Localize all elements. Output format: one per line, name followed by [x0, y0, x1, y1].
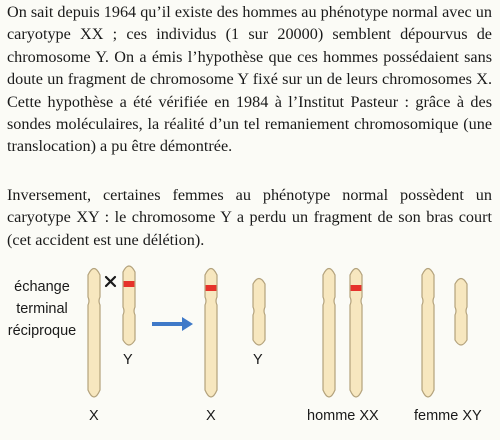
- label-x-translocated: X: [206, 408, 216, 424]
- second-paragraph: Inversement, certaines femmes au phénotype normal possèdent un caryotype XY : le chromosome Y a perdu un fragment de son bras court (cet accident est une délétion).: [7, 186, 492, 249]
- chromosome-y-truncated: [253, 279, 265, 346]
- label-femme-xy: femme XY: [414, 408, 482, 424]
- sry-band-xx-second: [351, 285, 362, 291]
- sry-band-x-translocated: [206, 285, 217, 291]
- chromosome-x-left: [88, 269, 100, 398]
- label-y-truncated: Y: [253, 352, 263, 368]
- label-y-left: Y: [123, 352, 133, 368]
- chromosome-y-left: [123, 266, 135, 345]
- chromosome-xy-x: [422, 269, 434, 398]
- label-homme-xx: homme XX: [307, 408, 379, 424]
- label-x-left: X: [89, 408, 99, 424]
- chromosome-figure: [0, 255, 500, 440]
- sry-band-y-left: [124, 281, 135, 287]
- chromosome-xx-first: [323, 269, 335, 398]
- exchange-cross-icon: [106, 277, 115, 286]
- intro-paragraph: On sait depuis 1964 qu’il existe des hommes au phénotype normal avec un caryotype XX ; ces individus (1 sur 20000) semblent dépourvus de chromosome Y. On a émis l’hypothèse que ces hommes possédaient sans doute un fragment de chromosome Y fixé sur un de leurs chromosomes X. Cette hypothèse a été vérifiée en 1984 à l’Institut Pasteur : grâce à des sondes moléculaires, la réalité d’un tel remaniement chromosomique (une translocation) a pu être démontrée.: [7, 3, 492, 156]
- exchange-label: échange terminal réciproque: [7, 279, 77, 339]
- chromosome-xy-y: [455, 279, 467, 346]
- arrow-right-icon: [152, 317, 193, 331]
